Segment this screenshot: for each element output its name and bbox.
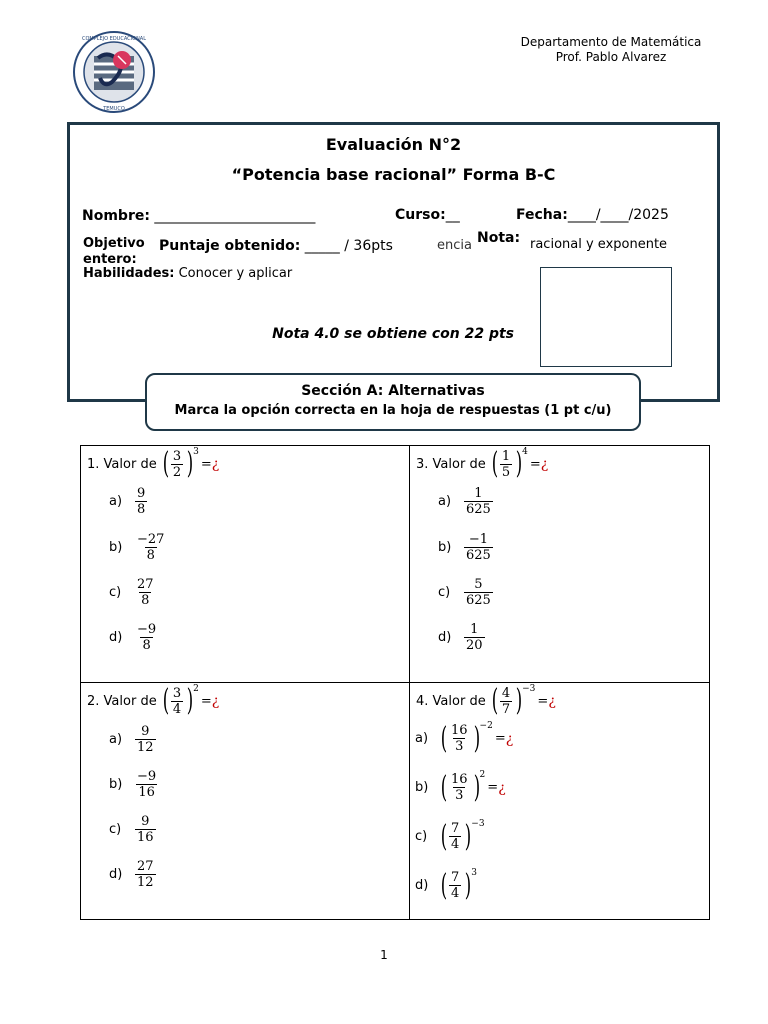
power-expression: ( $\frac{3}{2}$ ) 3 <box>162 446 199 481</box>
passing-grade-note: Nota 4.0 se obtiene con 22 pts <box>272 326 514 342</box>
question-4: 4. Valor de ( $\frac{4}{7}$ ) −3 = ¿ <box>416 683 556 718</box>
q1-option-b[interactable]: b) $\frac{-27}{8}$ <box>109 532 165 563</box>
name-label: Nombre: <box>82 208 150 224</box>
q2-option-d[interactable]: d) $\frac{27}{12}$ <box>109 859 154 890</box>
course-label: Curso: <box>395 207 446 223</box>
course-field[interactable] <box>395 207 460 223</box>
teacher-name: Prof. Pablo Alvarez <box>555 50 667 64</box>
q2-option-c[interactable]: c) $\frac{9}{16}$ <box>109 814 154 845</box>
q4-option-d[interactable]: d) ( $\frac{7}{4}$ ) 3 <box>415 867 478 903</box>
skills-label: Habilidades: <box>83 266 175 281</box>
power-expression: ( $\frac{1}{5}$ ) 4 <box>491 446 528 481</box>
skills-line <box>83 266 292 281</box>
question-text: Valor de <box>432 456 486 472</box>
q3-option-b[interactable]: b) $\frac{-1}{625}$ <box>438 532 491 563</box>
power-expression: ( $\frac{4}{7}$ ) −3 <box>491 683 536 718</box>
section-instructions: Marca la opción correcta en la hoja de respuestas (1 pt c/u) <box>174 403 612 418</box>
q2-option-a[interactable]: a) $\frac{9}{12}$ <box>109 724 154 755</box>
section-title: Sección A: Alternativas <box>301 383 485 399</box>
course-blank: __ <box>445 207 460 223</box>
question-text: Valor de <box>103 456 157 472</box>
q3-option-c[interactable]: c) $\frac{5}{625}$ <box>438 577 491 608</box>
q4-option-c[interactable]: c) ( $\frac{7}{4}$ ) −3 <box>415 818 485 854</box>
score-blank: _____ / 36pts <box>300 238 393 254</box>
question-number: 3. <box>416 456 429 472</box>
score-field[interactable] <box>159 238 393 254</box>
question-3: 3. Valor de ( $\frac{1}{5}$ ) 4 = ¿ <box>416 446 549 481</box>
svg-text:COMPLEJO EDUCACIONAL: COMPLEJO EDUCACIONAL <box>81 36 147 42</box>
unknown-mark: ¿ <box>498 779 506 796</box>
objective-label: Objetivo entero: <box>83 236 145 267</box>
q4-option-a[interactable]: a) ( $\frac{16}{3}$ ) −2 = ¿ <box>415 720 514 756</box>
date-label: Fecha: <box>516 207 568 223</box>
grade-label: Nota: <box>477 230 521 246</box>
q3-option-d[interactable]: d) $\frac{1}{20}$ <box>438 622 483 653</box>
page-number: 1 <box>380 948 388 962</box>
date-blank: ____/____/2025 <box>567 207 669 223</box>
question-1: 1. Valor de ( $\frac{3}{2}$ ) 3 = ¿ <box>87 446 220 481</box>
unknown-mark: ¿ <box>548 693 556 709</box>
grade-box[interactable] <box>540 267 672 367</box>
q1-option-a[interactable]: a) $\frac{9}{8}$ <box>109 486 146 517</box>
objective-text-fragment-2: racional y exponente <box>530 237 668 252</box>
q1-option-c[interactable]: c) $\frac{27}{8}$ <box>109 577 154 608</box>
name-field[interactable] <box>82 208 315 224</box>
question-text: Valor de <box>103 693 157 709</box>
q3-option-a[interactable]: a) $\frac{1}{625}$ <box>438 486 491 517</box>
department-header <box>480 35 742 65</box>
unknown-mark: ¿ <box>211 693 220 709</box>
department-name: Departamento de Matemática <box>520 35 702 49</box>
section-header-box <box>145 373 641 431</box>
name-blank: _______________________ <box>149 208 316 224</box>
power-expression: ( $\frac{3}{4}$ ) 2 <box>162 683 199 718</box>
q4-option-b[interactable]: b) ( $\frac{16}{3}$ ) 2 = ¿ <box>415 769 506 805</box>
date-field[interactable] <box>516 207 669 223</box>
exam-subtitle: “Potencia base racional” Forma B-C <box>231 165 556 184</box>
school-crest-logo <box>72 30 156 114</box>
unknown-mark: ¿ <box>211 456 220 472</box>
unknown-mark: ¿ <box>505 730 514 747</box>
svg-text:TEMUCO: TEMUCO <box>103 106 125 112</box>
q2-option-b[interactable]: b) $\frac{-9}{16}$ <box>109 769 157 800</box>
score-label: Puntaje obtenido: <box>159 238 301 254</box>
objective-text-fragment: encia <box>437 238 472 253</box>
skills-value: Conocer y aplicar <box>174 266 293 281</box>
question-2: 2. Valor de ( $\frac{3}{4}$ ) 2 = ¿ <box>87 683 220 718</box>
question-number: 4. <box>416 693 429 709</box>
question-number: 1. <box>87 456 100 472</box>
unknown-mark: ¿ <box>540 456 549 472</box>
question-number: 2. <box>87 693 100 709</box>
question-text: Valor de <box>432 693 486 709</box>
exam-title: Evaluación N°2 <box>325 135 462 154</box>
q1-option-d[interactable]: d) $\frac{-9}{8}$ <box>109 622 157 653</box>
